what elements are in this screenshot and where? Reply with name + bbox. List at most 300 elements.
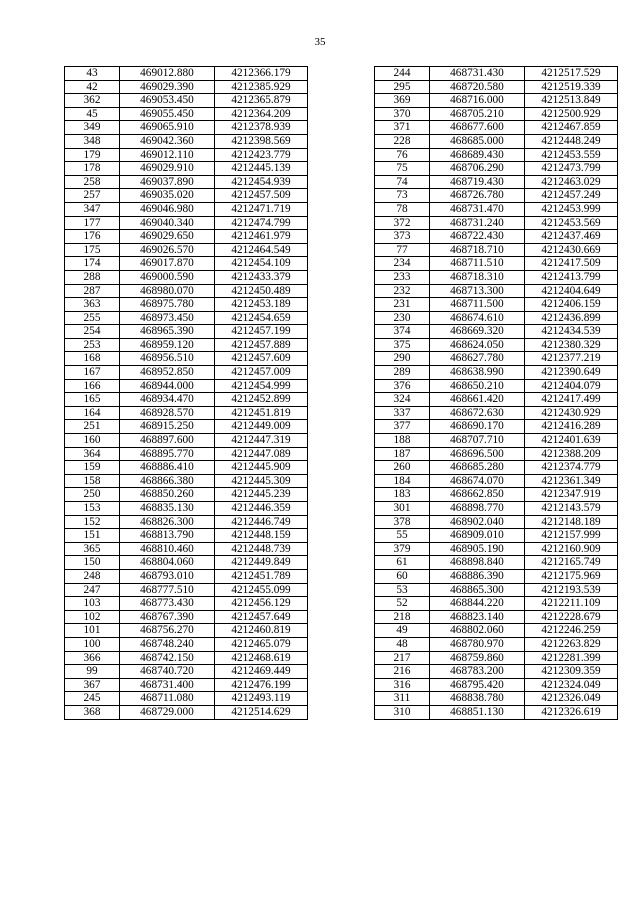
x-coordinate-cell: 468965.390	[120, 325, 215, 339]
y-coordinate-cell: 4212404.649	[525, 284, 618, 298]
y-coordinate-cell: 4212309.359	[525, 665, 618, 679]
right-table-row	[375, 284, 618, 298]
point-number-cell: 174	[65, 257, 120, 271]
point-number-cell: 371	[375, 121, 430, 135]
point-number-cell: 43	[65, 67, 120, 81]
y-coordinate-cell: 4212500.929	[525, 107, 618, 121]
y-coordinate-cell: 4212366.179	[215, 67, 308, 81]
x-coordinate-cell: 468795.420	[430, 678, 525, 692]
point-number-cell: 378	[375, 515, 430, 529]
point-number-cell: 184	[375, 474, 430, 488]
x-coordinate-cell: 469040.340	[120, 216, 215, 230]
right-table-row	[375, 434, 618, 448]
point-number-cell: 177	[65, 216, 120, 230]
x-coordinate-cell: 468706.290	[430, 162, 525, 176]
left-table-row	[65, 705, 308, 719]
x-coordinate-cell: 468662.850	[430, 488, 525, 502]
point-number-cell: 373	[375, 230, 430, 244]
y-coordinate-cell: 4212465.079	[215, 637, 308, 651]
y-coordinate-cell: 4212448.739	[215, 542, 308, 556]
point-number-cell: 100	[65, 637, 120, 651]
x-coordinate-cell: 468980.070	[120, 284, 215, 298]
left-table-row	[65, 67, 308, 81]
x-coordinate-cell: 468677.600	[430, 121, 525, 135]
point-number-cell: 290	[375, 352, 430, 366]
x-coordinate-cell: 468711.080	[120, 692, 215, 706]
point-number-cell: 45	[65, 107, 120, 121]
x-coordinate-cell: 469042.360	[120, 134, 215, 148]
x-coordinate-cell: 468902.040	[430, 515, 525, 529]
x-coordinate-cell: 468905.190	[430, 542, 525, 556]
y-coordinate-cell: 4212447.319	[215, 434, 308, 448]
right-table-row	[375, 270, 618, 284]
y-coordinate-cell: 4212454.109	[215, 257, 308, 271]
right-table-row	[375, 583, 618, 597]
y-coordinate-cell: 4212471.719	[215, 202, 308, 216]
right-table-row	[375, 488, 618, 502]
right-table-row	[375, 352, 618, 366]
x-coordinate-cell: 468690.170	[430, 420, 525, 434]
x-coordinate-cell: 468759.860	[430, 651, 525, 665]
left-coordinates-table	[64, 66, 308, 720]
point-number-cell: 253	[65, 338, 120, 352]
point-number-cell: 379	[375, 542, 430, 556]
x-coordinate-cell: 468707.710	[430, 434, 525, 448]
right-table-row	[375, 189, 618, 203]
x-coordinate-cell: 468711.500	[430, 298, 525, 312]
point-number-cell: 301	[375, 502, 430, 516]
left-table-row	[65, 162, 308, 176]
point-number-cell: 176	[65, 230, 120, 244]
x-coordinate-cell: 468719.430	[430, 175, 525, 189]
y-coordinate-cell: 4212417.509	[525, 257, 618, 271]
point-number-cell: 61	[375, 556, 430, 570]
x-coordinate-cell: 469029.910	[120, 162, 215, 176]
y-coordinate-cell: 4212401.639	[525, 434, 618, 448]
y-coordinate-cell: 4212454.999	[215, 379, 308, 393]
x-coordinate-cell: 468713.300	[430, 284, 525, 298]
y-coordinate-cell: 4212445.309	[215, 474, 308, 488]
y-coordinate-cell: 4212211.109	[525, 597, 618, 611]
x-coordinate-cell: 468731.400	[120, 678, 215, 692]
y-coordinate-cell: 4212447.089	[215, 447, 308, 461]
y-coordinate-cell: 4212445.909	[215, 461, 308, 475]
right-table-row	[375, 515, 618, 529]
right-table-row	[375, 230, 618, 244]
y-coordinate-cell: 4212324.049	[525, 678, 618, 692]
point-number-cell: 102	[65, 610, 120, 624]
x-coordinate-cell: 468638.990	[430, 366, 525, 380]
point-number-cell: 289	[375, 366, 430, 380]
x-coordinate-cell: 468685.000	[430, 134, 525, 148]
x-coordinate-cell: 468928.570	[120, 406, 215, 420]
y-coordinate-cell: 4212326.049	[525, 692, 618, 706]
x-coordinate-cell: 468729.000	[120, 705, 215, 719]
y-coordinate-cell: 4212455.099	[215, 583, 308, 597]
left-table-row	[65, 366, 308, 380]
right-table-row	[375, 107, 618, 121]
point-number-cell: 257	[65, 189, 120, 203]
point-number-cell: 234	[375, 257, 430, 271]
point-number-cell: 188	[375, 434, 430, 448]
right-table-row	[375, 665, 618, 679]
x-coordinate-cell: 468898.770	[430, 502, 525, 516]
point-number-cell: 367	[65, 678, 120, 692]
right-table-row	[375, 529, 618, 543]
point-number-cell: 311	[375, 692, 430, 706]
y-coordinate-cell: 4212148.189	[525, 515, 618, 529]
x-coordinate-cell: 468952.850	[120, 366, 215, 380]
left-table-row	[65, 406, 308, 420]
y-coordinate-cell: 4212453.999	[525, 202, 618, 216]
y-coordinate-cell: 4212450.489	[215, 284, 308, 298]
point-number-cell: 365	[65, 542, 120, 556]
point-number-cell: 366	[65, 651, 120, 665]
point-number-cell: 255	[65, 311, 120, 325]
left-table-row	[65, 447, 308, 461]
right-table-row	[375, 67, 618, 81]
left-table-row	[65, 515, 308, 529]
right-table-row	[375, 257, 618, 271]
point-number-cell: 374	[375, 325, 430, 339]
y-coordinate-cell: 4212436.899	[525, 311, 618, 325]
y-coordinate-cell: 4212460.819	[215, 624, 308, 638]
y-coordinate-cell: 4212456.129	[215, 597, 308, 611]
point-number-cell: 250	[65, 488, 120, 502]
right-table-row	[375, 705, 618, 719]
y-coordinate-cell: 4212347.919	[525, 488, 618, 502]
right-table-row	[375, 651, 618, 665]
x-coordinate-cell: 468720.580	[430, 80, 525, 94]
point-number-cell: 167	[65, 366, 120, 380]
left-table-row	[65, 216, 308, 230]
point-number-cell: 74	[375, 175, 430, 189]
left-table-body	[65, 67, 308, 720]
y-coordinate-cell: 4212448.249	[525, 134, 618, 148]
point-number-cell: 52	[375, 597, 430, 611]
x-coordinate-cell: 468915.250	[120, 420, 215, 434]
x-coordinate-cell: 468731.470	[430, 202, 525, 216]
left-table-row	[65, 243, 308, 257]
point-number-cell: 232	[375, 284, 430, 298]
y-coordinate-cell: 4212430.669	[525, 243, 618, 257]
y-coordinate-cell: 4212404.079	[525, 379, 618, 393]
point-number-cell: 101	[65, 624, 120, 638]
y-coordinate-cell: 4212423.779	[215, 148, 308, 162]
y-coordinate-cell: 4212457.009	[215, 366, 308, 380]
y-coordinate-cell: 4212160.909	[525, 542, 618, 556]
point-number-cell: 368	[65, 705, 120, 719]
y-coordinate-cell: 4212461.979	[215, 230, 308, 244]
left-table-row	[65, 352, 308, 366]
left-table-row	[65, 610, 308, 624]
y-coordinate-cell: 4212457.249	[525, 189, 618, 203]
y-coordinate-cell: 4212380.329	[525, 338, 618, 352]
x-coordinate-cell: 468722.430	[430, 230, 525, 244]
y-coordinate-cell: 4212175.969	[525, 569, 618, 583]
x-coordinate-cell: 468813.790	[120, 529, 215, 543]
left-table-row	[65, 189, 308, 203]
y-coordinate-cell: 4212513.849	[525, 94, 618, 108]
x-coordinate-cell: 468850.260	[120, 488, 215, 502]
y-coordinate-cell: 4212445.139	[215, 162, 308, 176]
point-number-cell: 159	[65, 461, 120, 475]
point-number-cell: 349	[65, 121, 120, 135]
y-coordinate-cell: 4212449.009	[215, 420, 308, 434]
x-coordinate-cell: 469053.450	[120, 94, 215, 108]
point-number-cell: 364	[65, 447, 120, 461]
y-coordinate-cell: 4212457.649	[215, 610, 308, 624]
point-number-cell: 48	[375, 637, 430, 651]
right-table-row	[375, 447, 618, 461]
left-table-row	[65, 325, 308, 339]
left-table-row	[65, 624, 308, 638]
x-coordinate-cell: 469012.880	[120, 67, 215, 81]
point-number-cell: 166	[65, 379, 120, 393]
point-number-cell: 287	[65, 284, 120, 298]
left-table-row	[65, 257, 308, 271]
y-coordinate-cell: 4212406.159	[525, 298, 618, 312]
y-coordinate-cell: 4212467.859	[525, 121, 618, 135]
left-table-row	[65, 338, 308, 352]
x-coordinate-cell: 469026.570	[120, 243, 215, 257]
y-coordinate-cell: 4212452.899	[215, 393, 308, 407]
point-number-cell: 164	[65, 406, 120, 420]
point-number-cell: 179	[65, 148, 120, 162]
y-coordinate-cell: 4212446.749	[215, 515, 308, 529]
point-number-cell: 372	[375, 216, 430, 230]
point-number-cell: 375	[375, 338, 430, 352]
point-number-cell: 316	[375, 678, 430, 692]
x-coordinate-cell: 469035.020	[120, 189, 215, 203]
y-coordinate-cell: 4212451.789	[215, 569, 308, 583]
x-coordinate-cell: 468783.200	[430, 665, 525, 679]
left-table-row	[65, 542, 308, 556]
x-coordinate-cell: 468835.130	[120, 502, 215, 516]
point-number-cell: 230	[375, 311, 430, 325]
y-coordinate-cell: 4212448.159	[215, 529, 308, 543]
y-coordinate-cell: 4212416.289	[525, 420, 618, 434]
x-coordinate-cell: 468661.420	[430, 393, 525, 407]
point-number-cell: 165	[65, 393, 120, 407]
y-coordinate-cell: 4212468.619	[215, 651, 308, 665]
x-coordinate-cell: 468823.140	[430, 610, 525, 624]
y-coordinate-cell: 4212377.219	[525, 352, 618, 366]
x-coordinate-cell: 468689.430	[430, 148, 525, 162]
left-table-row	[65, 529, 308, 543]
x-coordinate-cell: 468650.210	[430, 379, 525, 393]
y-coordinate-cell: 4212453.559	[525, 148, 618, 162]
y-coordinate-cell: 4212364.209	[215, 107, 308, 121]
right-table-row	[375, 678, 618, 692]
y-coordinate-cell: 4212374.779	[525, 461, 618, 475]
x-coordinate-cell: 468740.720	[120, 665, 215, 679]
x-coordinate-cell: 468705.210	[430, 107, 525, 121]
x-coordinate-cell: 468826.300	[120, 515, 215, 529]
y-coordinate-cell: 4212430.929	[525, 406, 618, 420]
point-number-cell: 247	[65, 583, 120, 597]
point-number-cell: 362	[65, 94, 120, 108]
x-coordinate-cell: 468685.280	[430, 461, 525, 475]
x-coordinate-cell: 469065.910	[120, 121, 215, 135]
x-coordinate-cell: 469046.980	[120, 202, 215, 216]
point-number-cell: 217	[375, 651, 430, 665]
left-table-row	[65, 311, 308, 325]
left-table-row	[65, 556, 308, 570]
right-table-row	[375, 569, 618, 583]
point-number-cell: 233	[375, 270, 430, 284]
x-coordinate-cell: 468726.780	[430, 189, 525, 203]
y-coordinate-cell: 4212388.209	[525, 447, 618, 461]
point-number-cell: 245	[65, 692, 120, 706]
left-table-row	[65, 202, 308, 216]
left-table-row	[65, 583, 308, 597]
x-coordinate-cell: 468767.390	[120, 610, 215, 624]
y-coordinate-cell: 4212390.649	[525, 366, 618, 380]
point-number-cell: 258	[65, 175, 120, 189]
x-coordinate-cell: 468897.600	[120, 434, 215, 448]
point-number-cell: 347	[65, 202, 120, 216]
x-coordinate-cell: 468756.270	[120, 624, 215, 638]
y-coordinate-cell: 4212463.029	[525, 175, 618, 189]
left-table-row	[65, 107, 308, 121]
point-number-cell: 295	[375, 80, 430, 94]
point-number-cell: 337	[375, 406, 430, 420]
right-table-body	[375, 67, 618, 720]
point-number-cell: 175	[65, 243, 120, 257]
point-number-cell: 244	[375, 67, 430, 81]
point-number-cell: 49	[375, 624, 430, 638]
x-coordinate-cell: 468627.780	[430, 352, 525, 366]
point-number-cell: 260	[375, 461, 430, 475]
point-number-cell: 348	[65, 134, 120, 148]
left-table-row	[65, 461, 308, 475]
left-table-row	[65, 678, 308, 692]
left-table-row	[65, 393, 308, 407]
x-coordinate-cell: 468898.840	[430, 556, 525, 570]
y-coordinate-cell: 4212457.199	[215, 325, 308, 339]
left-table-row	[65, 80, 308, 94]
point-number-cell: 370	[375, 107, 430, 121]
point-number-cell: 150	[65, 556, 120, 570]
right-coordinates-table	[374, 66, 618, 720]
x-coordinate-cell: 469037.890	[120, 175, 215, 189]
point-number-cell: 42	[65, 80, 120, 94]
point-number-cell: 158	[65, 474, 120, 488]
y-coordinate-cell: 4212514.629	[215, 705, 308, 719]
y-coordinate-cell: 4212417.499	[525, 393, 618, 407]
right-table-row	[375, 175, 618, 189]
y-coordinate-cell: 4212143.579	[525, 502, 618, 516]
x-coordinate-cell: 469055.450	[120, 107, 215, 121]
point-number-cell: 152	[65, 515, 120, 529]
x-coordinate-cell: 468838.780	[430, 692, 525, 706]
left-table-row	[65, 379, 308, 393]
point-number-cell: 99	[65, 665, 120, 679]
right-table-row	[375, 542, 618, 556]
x-coordinate-cell: 468886.410	[120, 461, 215, 475]
x-coordinate-cell: 468865.300	[430, 583, 525, 597]
y-coordinate-cell: 4212263.829	[525, 637, 618, 651]
point-number-cell: 251	[65, 420, 120, 434]
y-coordinate-cell: 4212193.539	[525, 583, 618, 597]
x-coordinate-cell: 468886.390	[430, 569, 525, 583]
x-coordinate-cell: 468866.380	[120, 474, 215, 488]
x-coordinate-cell: 468973.450	[120, 311, 215, 325]
point-number-cell: 324	[375, 393, 430, 407]
x-coordinate-cell: 468804.060	[120, 556, 215, 570]
right-table-row	[375, 148, 618, 162]
left-table-row	[65, 692, 308, 706]
y-coordinate-cell: 4212454.659	[215, 311, 308, 325]
point-number-cell: 55	[375, 529, 430, 543]
point-number-cell: 288	[65, 270, 120, 284]
point-number-cell: 216	[375, 665, 430, 679]
x-coordinate-cell: 468956.510	[120, 352, 215, 366]
y-coordinate-cell: 4212464.549	[215, 243, 308, 257]
x-coordinate-cell: 468844.220	[430, 597, 525, 611]
x-coordinate-cell: 468711.510	[430, 257, 525, 271]
right-table-row	[375, 692, 618, 706]
point-number-cell: 248	[65, 569, 120, 583]
y-coordinate-cell: 4212326.619	[525, 705, 618, 719]
point-number-cell: 369	[375, 94, 430, 108]
y-coordinate-cell: 4212457.889	[215, 338, 308, 352]
x-coordinate-cell: 468718.310	[430, 270, 525, 284]
point-number-cell: 73	[375, 189, 430, 203]
point-number-cell: 168	[65, 352, 120, 366]
y-coordinate-cell: 4212378.939	[215, 121, 308, 135]
point-number-cell: 153	[65, 502, 120, 516]
right-table-row	[375, 461, 618, 475]
right-table-row	[375, 162, 618, 176]
right-table-row	[375, 243, 618, 257]
point-number-cell: 77	[375, 243, 430, 257]
point-number-cell: 76	[375, 148, 430, 162]
right-table-row	[375, 121, 618, 135]
left-table-row	[65, 121, 308, 135]
x-coordinate-cell: 468802.060	[430, 624, 525, 638]
x-coordinate-cell: 468793.010	[120, 569, 215, 583]
point-number-cell: 187	[375, 447, 430, 461]
point-number-cell: 376	[375, 379, 430, 393]
right-table-row	[375, 80, 618, 94]
x-coordinate-cell: 468742.150	[120, 651, 215, 665]
right-table-row	[375, 202, 618, 216]
right-table-row	[375, 637, 618, 651]
right-table-row	[375, 379, 618, 393]
left-table-row	[65, 94, 308, 108]
left-table-row	[65, 569, 308, 583]
x-coordinate-cell: 468731.430	[430, 67, 525, 81]
y-coordinate-cell: 4212454.939	[215, 175, 308, 189]
x-coordinate-cell: 468669.320	[430, 325, 525, 339]
right-table-row	[375, 393, 618, 407]
y-coordinate-cell: 4212228.679	[525, 610, 618, 624]
right-table-row	[375, 134, 618, 148]
x-coordinate-cell: 468696.500	[430, 447, 525, 461]
left-table-row	[65, 284, 308, 298]
right-table-row	[375, 474, 618, 488]
point-number-cell: 363	[65, 298, 120, 312]
x-coordinate-cell: 468731.240	[430, 216, 525, 230]
x-coordinate-cell: 468624.050	[430, 338, 525, 352]
y-coordinate-cell: 4212445.239	[215, 488, 308, 502]
left-table-row	[65, 474, 308, 488]
x-coordinate-cell: 468944.000	[120, 379, 215, 393]
point-number-cell: 75	[375, 162, 430, 176]
y-coordinate-cell: 4212398.569	[215, 134, 308, 148]
